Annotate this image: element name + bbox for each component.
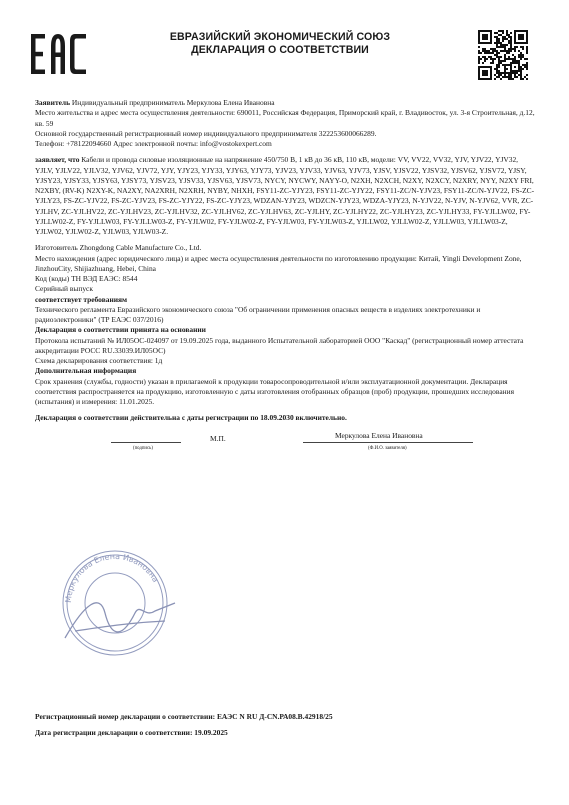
qr-code xyxy=(478,30,528,80)
svg-text:Меркулова Елена Ивановна xyxy=(64,552,160,603)
registration-date: Дата регистрации декларации о соответствии: 19.09.2025 xyxy=(35,728,228,737)
validity-line xyxy=(35,413,535,423)
validity-text: Декларация о соответствии действительна с даты регистрации по 18.09.2030 включительно. xyxy=(35,413,347,423)
requirements-label xyxy=(35,295,535,305)
stamp-ring-text: Меркулова Елена Ивановна xyxy=(63,551,161,604)
document-header xyxy=(100,31,460,57)
additional-label xyxy=(35,366,535,376)
declaration-title: ДЕКЛАРАЦИЯ О СООТВЕТСТВИИ xyxy=(191,44,369,56)
applicant-line xyxy=(35,98,535,108)
requirements-text: Технического регламента Евразийского экономического союза "Об ограничении применения опасных веществ в изделиях электротехники и радиоэлектроники" (ТР ЕАЭС 037/2016) xyxy=(35,304,481,324)
additional-heading: Дополнительная информация xyxy=(35,366,137,376)
product-description: Кабели и провода силовые изоляционные на напряжение 450/750 В, 1 кВ до 36 кВ, 110 кВ, модели: VV, VV22, VV32, YJV, YJV22, YJV32, YJLV, YJLV22, YJLV32, YJV62, YJV72, YJY, YJY23, YJY33, YJY63, YJY73, YJV23, YJV33, YJV63, YJV73, YJSV, YJSV22, YJSV32, YJSV62, YJSV72, YJSY, YJSY23, YJSY33, YJSY63, YJSY73, YJSV23, YJSV33, YJSV63, YJSV73, NYCY, NYCWY, NAYY-O, N2XH, N2XCH, N2XY, N2XCY, N2XRY, NYY, N2XY FRI, N2XBY, (RV-K) N2XY-K, NA2XY, NA2XRH, N2XRH, NYBY, NHXH, FSY11-ZC-YJY23, FSY11-ZC-YJY22, FSY11-ZC/N-YJV23, FSY11-ZC/N-YJV22, FS-ZC-YJLY23, FS-ZC-YJV22, FS-ZC-YJV23, FS-ZC-YJY22, FS-ZC-YJY23, WDZAN-YJY23, WDZCN-YJY23, WDZA-YJY23, N-YJV22, N-YJV, N-YJV62, VVR, ZC-YJLHV, ZC-YJLHV22, ZC-YJLHV23, ZC-YJLHV32, ZC-YJLHV62, ZC-YJLHV63, ZC-YJLHY, ZC-YJLHY22, ZC-YJLHY23, ZC-YJLHY33, FY-YJLLW02, FY-YJLLW02-Z, FY-YJLLW03, FY-YJLLW03-Z, FY-YJLW02, FY-YJLW02-Z, FY-YJLW03, FY-YJLW03-Z, YJLLW02, YJLLW02-Z, YJLLW03, YJLLW03-Z, YJLW02, YJLW02-Z, YJLW03, YJLW03-Z. xyxy=(35,155,535,236)
union-title: ЕВРАЗИЙСКИЙ ЭКОНОМИЧЕСКИЙ СОЮЗ xyxy=(169,31,391,43)
declares-paragraph xyxy=(35,155,535,237)
basis-text: Протокола испытаний № ИЛ05ОС-024097 от 19.09.2025 года, выданного Испытательной лабораторией ООО "Каскад" (регистрационный номер аттестата аккредитации РОСС RU.33039.ИЛ05ОС) xyxy=(35,335,524,355)
name-caption: (Ф.И.О. заявителя) xyxy=(368,445,407,451)
additional-text: Срок хранения (службы, годности) указан в прилагаемой к продукции товаросопроводительной и/или эксплуатационной документации. Декларация соответствия распространяется на продукцию, изготовленную с даты изготовления отобранных образцов (проб) продукции, прошедших исследования (испытания) и измерения: 11.01.2025. xyxy=(35,376,514,406)
registration-number: Регистрационный номер декларации о соответствии: ЕАЭС N RU Д-CN.РА08.В.42918/25 xyxy=(35,712,333,721)
declares-label: заявляет, что xyxy=(35,155,80,165)
serial-production: Серийный выпуск xyxy=(35,284,93,294)
applicant-label: Заявитель xyxy=(35,98,71,107)
manufacturer-address: Место нахождения (адрес юридического лица) и адрес места осуществления деятельности по изготовлению продукции: Китай, Yingli Development Zone, JinzhouCity, Shijiazhuang, Hebei, China xyxy=(35,253,522,273)
applicant-reg-number: Основной государственный регистрационный номер индивидуального предпринимателя 322253600066289. xyxy=(35,128,377,138)
eac-logo xyxy=(30,32,88,76)
applicant-name: Индивидуальный предприниматель Меркулова Елена Ивановна xyxy=(70,98,275,107)
manufacturer-name: Изготовитель Zhongdong Cable Manufacture Co., Ltd. xyxy=(35,243,202,253)
scheme-text: Схема декларирования соответствия: 1д xyxy=(35,356,163,365)
tn-ved-code: Код (коды) ТН ВЭД ЕАЭС: 8544 xyxy=(35,274,138,283)
applicant-address: Место жительства и адрес места осуществления деятельности: 690011, Российская Федерация, Приморский край, г. Владивосток, ул. 3-я Строительная, д.12, кв. 59 xyxy=(35,108,535,128)
stamp-place-label: М.П. xyxy=(210,433,226,443)
signature-row xyxy=(35,424,535,454)
signature-line xyxy=(111,442,181,443)
applicant-contacts: Телефон: +78122094660 Адрес электронной почты: info@vostokexpert.com xyxy=(35,139,272,148)
declaration-body xyxy=(35,98,535,454)
signature-caption: (подпись) xyxy=(133,445,153,451)
requirements-heading: соответствует требованиям xyxy=(35,294,128,304)
basis-heading: Декларация о соответствии принята на основании xyxy=(35,325,206,335)
basis-label xyxy=(35,325,535,335)
signatory-name: Меркулова Елена Ивановна xyxy=(335,430,423,440)
name-line xyxy=(303,442,473,443)
round-stamp xyxy=(45,543,185,663)
